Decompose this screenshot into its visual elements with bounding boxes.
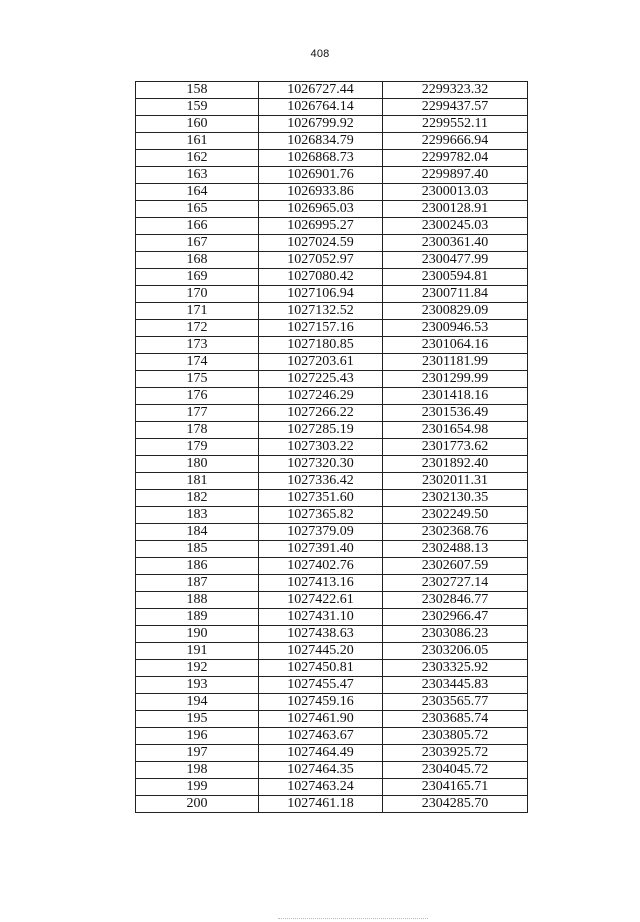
y-coordinate-cell: 2301418.16: [383, 388, 528, 405]
point-number-cell: 189: [136, 609, 259, 626]
table-row: [136, 439, 528, 456]
point-number-cell: 161: [136, 133, 259, 150]
x-coordinate-cell: 1027351.60: [259, 490, 383, 507]
x-coordinate-cell: 1027365.82: [259, 507, 383, 524]
footer-dotted-line: [278, 918, 428, 919]
x-coordinate-cell: 1026933.86: [259, 184, 383, 201]
point-number-cell: 167: [136, 235, 259, 252]
table-row: [136, 133, 528, 150]
point-number-cell: 180: [136, 456, 259, 473]
point-number-cell: 170: [136, 286, 259, 303]
y-coordinate-cell: 2300477.99: [383, 252, 528, 269]
point-number-cell: 196: [136, 728, 259, 745]
y-coordinate-cell: 2303925.72: [383, 745, 528, 762]
x-coordinate-cell: 1027445.20: [259, 643, 383, 660]
x-coordinate-cell: 1027180.85: [259, 337, 383, 354]
page-number: 408: [310, 48, 330, 60]
x-coordinate-cell: 1027464.49: [259, 745, 383, 762]
point-number-cell: 188: [136, 592, 259, 609]
y-coordinate-cell: 2304285.70: [383, 796, 528, 813]
coordinates-table: [135, 81, 528, 813]
table-row: [136, 269, 528, 286]
table-row: [136, 609, 528, 626]
y-coordinate-cell: 2299552.11: [383, 116, 528, 133]
point-number-cell: 187: [136, 575, 259, 592]
y-coordinate-cell: 2299323.32: [383, 82, 528, 99]
table-row: [136, 762, 528, 779]
x-coordinate-cell: 1027455.47: [259, 677, 383, 694]
table-row: [136, 235, 528, 252]
table-row: [136, 490, 528, 507]
x-coordinate-cell: 1027052.97: [259, 252, 383, 269]
table-row: [136, 677, 528, 694]
point-number-cell: 185: [136, 541, 259, 558]
y-coordinate-cell: 2301654.98: [383, 422, 528, 439]
point-number-cell: 162: [136, 150, 259, 167]
table-row: [136, 694, 528, 711]
y-coordinate-cell: 2299782.04: [383, 150, 528, 167]
table-row: [136, 558, 528, 575]
table-row: [136, 286, 528, 303]
x-coordinate-cell: 1027461.18: [259, 796, 383, 813]
x-coordinate-cell: 1027132.52: [259, 303, 383, 320]
x-coordinate-cell: 1027463.67: [259, 728, 383, 745]
y-coordinate-cell: 2304045.72: [383, 762, 528, 779]
y-coordinate-cell: 2299666.94: [383, 133, 528, 150]
y-coordinate-cell: 2302368.76: [383, 524, 528, 541]
x-coordinate-cell: 1026868.73: [259, 150, 383, 167]
x-coordinate-cell: 1027024.59: [259, 235, 383, 252]
y-coordinate-cell: 2303325.92: [383, 660, 528, 677]
point-number-cell: 195: [136, 711, 259, 728]
point-number-cell: 166: [136, 218, 259, 235]
x-coordinate-cell: 1027320.30: [259, 456, 383, 473]
x-coordinate-cell: 1027459.16: [259, 694, 383, 711]
x-coordinate-cell: 1026764.14: [259, 99, 383, 116]
x-coordinate-cell: 1027438.63: [259, 626, 383, 643]
point-number-cell: 179: [136, 439, 259, 456]
x-coordinate-cell: 1027303.22: [259, 439, 383, 456]
point-number-cell: 191: [136, 643, 259, 660]
table-row: [136, 116, 528, 133]
table-row: [136, 643, 528, 660]
x-coordinate-cell: 1027413.16: [259, 575, 383, 592]
x-coordinate-cell: 1027225.43: [259, 371, 383, 388]
point-number-cell: 173: [136, 337, 259, 354]
point-number-cell: 199: [136, 779, 259, 796]
point-number-cell: 192: [136, 660, 259, 677]
point-number-cell: 198: [136, 762, 259, 779]
y-coordinate-cell: 2301892.40: [383, 456, 528, 473]
point-number-cell: 174: [136, 354, 259, 371]
point-number-cell: 163: [136, 167, 259, 184]
x-coordinate-cell: 1027461.90: [259, 711, 383, 728]
y-coordinate-cell: 2303805.72: [383, 728, 528, 745]
x-coordinate-cell: 1027464.35: [259, 762, 383, 779]
table-row: [136, 303, 528, 320]
y-coordinate-cell: 2303086.23: [383, 626, 528, 643]
y-coordinate-cell: 2300594.81: [383, 269, 528, 286]
x-coordinate-cell: 1027080.42: [259, 269, 383, 286]
point-number-cell: 168: [136, 252, 259, 269]
point-number-cell: 194: [136, 694, 259, 711]
x-coordinate-cell: 1026901.76: [259, 167, 383, 184]
y-coordinate-cell: 2303445.83: [383, 677, 528, 694]
table-row: [136, 218, 528, 235]
y-coordinate-cell: 2301299.99: [383, 371, 528, 388]
point-number-cell: 197: [136, 745, 259, 762]
x-coordinate-cell: 1027379.09: [259, 524, 383, 541]
point-number-cell: 159: [136, 99, 259, 116]
y-coordinate-cell: 2299897.40: [383, 167, 528, 184]
point-number-cell: 182: [136, 490, 259, 507]
y-coordinate-cell: 2302966.47: [383, 609, 528, 626]
table-row: [136, 711, 528, 728]
table-row: [136, 405, 528, 422]
table-row: [136, 354, 528, 371]
x-coordinate-cell: 1026965.03: [259, 201, 383, 218]
y-coordinate-cell: 2300013.03: [383, 184, 528, 201]
x-coordinate-cell: 1027450.81: [259, 660, 383, 677]
y-coordinate-cell: 2302607.59: [383, 558, 528, 575]
point-number-cell: 158: [136, 82, 259, 99]
point-number-cell: 178: [136, 422, 259, 439]
x-coordinate-cell: 1027106.94: [259, 286, 383, 303]
table-row: [136, 796, 528, 813]
x-coordinate-cell: 1027246.29: [259, 388, 383, 405]
table-row: [136, 541, 528, 558]
x-coordinate-cell: 1027336.42: [259, 473, 383, 490]
y-coordinate-cell: 2303565.77: [383, 694, 528, 711]
table-row: [136, 252, 528, 269]
x-coordinate-cell: 1027422.61: [259, 592, 383, 609]
y-coordinate-cell: 2304165.71: [383, 779, 528, 796]
table-row: [136, 660, 528, 677]
y-coordinate-cell: 2299437.57: [383, 99, 528, 116]
y-coordinate-cell: 2300128.91: [383, 201, 528, 218]
table-row: [136, 524, 528, 541]
table-row: [136, 779, 528, 796]
y-coordinate-cell: 2301181.99: [383, 354, 528, 371]
table-row: [136, 201, 528, 218]
table-row: [136, 456, 528, 473]
point-number-cell: 181: [136, 473, 259, 490]
table-row: [136, 167, 528, 184]
y-coordinate-cell: 2300361.40: [383, 235, 528, 252]
y-coordinate-cell: 2302130.35: [383, 490, 528, 507]
y-coordinate-cell: 2301536.49: [383, 405, 528, 422]
y-coordinate-cell: 2303206.05: [383, 643, 528, 660]
x-coordinate-cell: 1027285.19: [259, 422, 383, 439]
y-coordinate-cell: 2301773.62: [383, 439, 528, 456]
table-row: [136, 473, 528, 490]
x-coordinate-cell: 1027203.61: [259, 354, 383, 371]
y-coordinate-cell: 2302727.14: [383, 575, 528, 592]
table-row: [136, 150, 528, 167]
y-coordinate-cell: 2302249.50: [383, 507, 528, 524]
y-coordinate-cell: 2302011.31: [383, 473, 528, 490]
y-coordinate-cell: 2300829.09: [383, 303, 528, 320]
y-coordinate-cell: 2300946.53: [383, 320, 528, 337]
table-row: [136, 592, 528, 609]
table-row: [136, 626, 528, 643]
table-row: [136, 99, 528, 116]
x-coordinate-cell: 1026995.27: [259, 218, 383, 235]
table-row: [136, 507, 528, 524]
point-number-cell: 186: [136, 558, 259, 575]
table-row: [136, 422, 528, 439]
table-row: [136, 371, 528, 388]
point-number-cell: 184: [136, 524, 259, 541]
y-coordinate-cell: 2300245.03: [383, 218, 528, 235]
point-number-cell: 160: [136, 116, 259, 133]
table-row: [136, 575, 528, 592]
y-coordinate-cell: 2302846.77: [383, 592, 528, 609]
y-coordinate-cell: 2303685.74: [383, 711, 528, 728]
point-number-cell: 169: [136, 269, 259, 286]
coordinates-table-body: [136, 82, 528, 813]
table-row: [136, 82, 528, 99]
point-number-cell: 165: [136, 201, 259, 218]
table-row: [136, 728, 528, 745]
x-coordinate-cell: 1027463.24: [259, 779, 383, 796]
point-number-cell: 176: [136, 388, 259, 405]
x-coordinate-cell: 1027157.16: [259, 320, 383, 337]
point-number-cell: 200: [136, 796, 259, 813]
x-coordinate-cell: 1027402.76: [259, 558, 383, 575]
table-row: [136, 337, 528, 354]
table-row: [136, 320, 528, 337]
point-number-cell: 183: [136, 507, 259, 524]
x-coordinate-cell: 1027391.40: [259, 541, 383, 558]
table-row: [136, 388, 528, 405]
point-number-cell: 175: [136, 371, 259, 388]
point-number-cell: 171: [136, 303, 259, 320]
table-row: [136, 745, 528, 762]
x-coordinate-cell: 1026799.92: [259, 116, 383, 133]
point-number-cell: 164: [136, 184, 259, 201]
x-coordinate-cell: 1027266.22: [259, 405, 383, 422]
point-number-cell: 190: [136, 626, 259, 643]
y-coordinate-cell: 2302488.13: [383, 541, 528, 558]
x-coordinate-cell: 1026727.44: [259, 82, 383, 99]
y-coordinate-cell: 2300711.84: [383, 286, 528, 303]
point-number-cell: 172: [136, 320, 259, 337]
y-coordinate-cell: 2301064.16: [383, 337, 528, 354]
point-number-cell: 177: [136, 405, 259, 422]
x-coordinate-cell: 1026834.79: [259, 133, 383, 150]
x-coordinate-cell: 1027431.10: [259, 609, 383, 626]
table-row: [136, 184, 528, 201]
point-number-cell: 193: [136, 677, 259, 694]
